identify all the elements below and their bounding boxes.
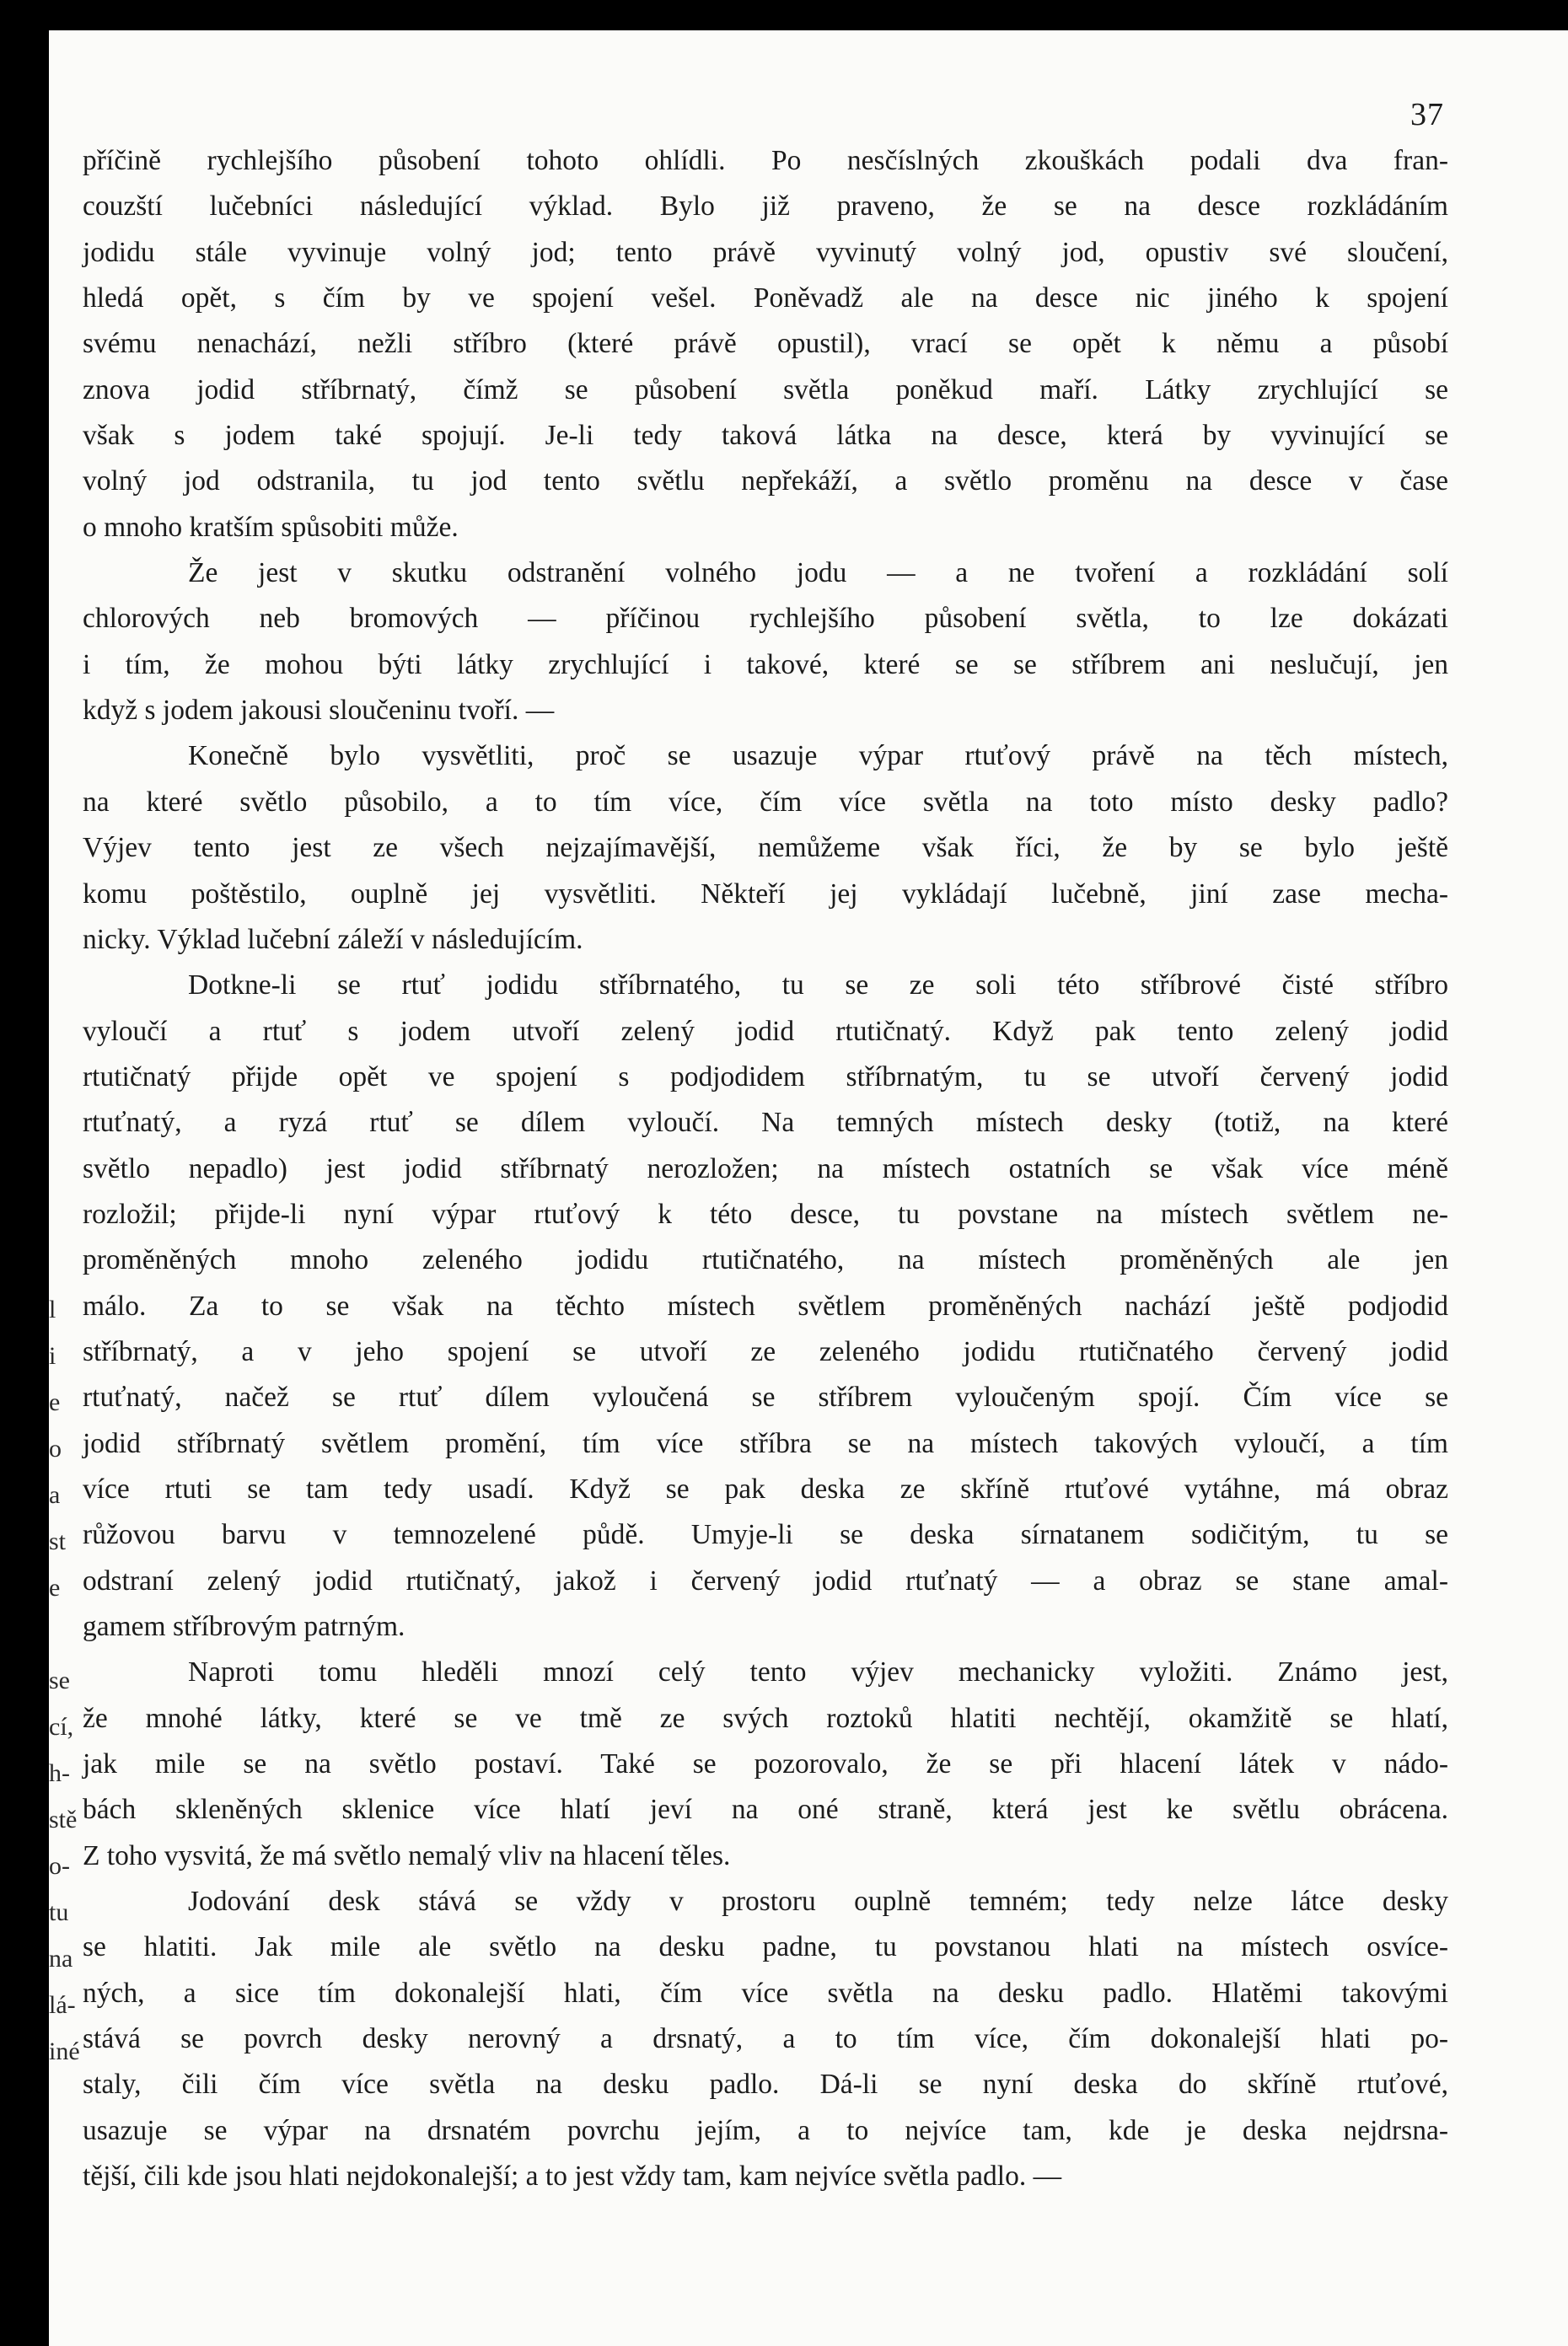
text-line: tější, čili kde jsou hlati nejdokonalejší; a to jest vždy tam, kam nejvíce světla padlo. — bbox=[83, 2161, 1062, 2193]
text-line: ných, a sice tím dokonalejší hlati, čím více světla na desku padlo. Hlatěmi takovými bbox=[83, 1977, 1448, 2009]
text-line: rtutičnatý přijde opět ve spojení s podjodidem stříbrnatým, tu se utvoří červený jodid bbox=[83, 1060, 1448, 1092]
gutter-fragment: a bbox=[49, 1481, 61, 1509]
adjacent-page-gutter bbox=[49, 1286, 96, 2075]
text-line: Konečně bylo vysvětliti, proč se usazuje výpar rtuťový právě na těch místech, bbox=[188, 740, 1448, 772]
text-line: se hlatiti. Jak mile ale světlo na desku padne, tu povstanou hlati na místech osvíce- bbox=[83, 1931, 1448, 1963]
text-line: komu poštěstilo, ouplně jej vysvětliti. Někteří jej vykládají lučebně, jiní zase mecha- bbox=[83, 878, 1448, 910]
body-text bbox=[83, 138, 1448, 2199]
text-line: chlorových neb bromových — příčinou rychlejšího působení světla, to lze dokázati bbox=[83, 603, 1448, 635]
text-line: Jodování desk stává se vždy v prostoru ouplně temném; tedy nelze látce desky bbox=[188, 1886, 1448, 1918]
gutter-fragment: stě bbox=[49, 1806, 78, 1833]
text-line: staly, čili čím více světla na desku padlo. Dá-li se nyní deska do skříně rtuťové, bbox=[83, 2069, 1448, 2101]
paragraph bbox=[83, 1879, 1448, 2199]
text-line: Naproti tomu hleděli mnozí celý tento výjev mechanicky vyložiti. Známo jest, bbox=[188, 1656, 1448, 1688]
text-line: gamem stříbrovým patrným. bbox=[83, 1611, 405, 1642]
paragraph bbox=[83, 1650, 1448, 1879]
text-line: rtuťnatý, načež se rtuť dílem vyloučená se stříbrem vyloučeným spojí. Čím více se bbox=[83, 1382, 1448, 1414]
document-page bbox=[49, 30, 1568, 2346]
text-line: Dotkne-li se rtuť jodidu stříbrnatého, tu se ze soli této stříbrové čisté stříbro bbox=[188, 969, 1448, 1001]
text-line: o mnoho kratším spůsobiti může. bbox=[83, 511, 459, 543]
gutter-fragment: tu bbox=[49, 1898, 69, 1926]
gutter-fragment: o- bbox=[49, 1852, 70, 1880]
text-line: volný jod odstranila, tu jod tento světlu nepřekáží, a světlo proměnu na desce v čase bbox=[83, 465, 1448, 497]
text-line: jodid stříbrnatý světlem promění, tím více stříbra se na místech takových vyloučí, a tím bbox=[83, 1427, 1448, 1459]
paragraph bbox=[83, 733, 1448, 963]
paragraph bbox=[83, 963, 1448, 1650]
gutter-fragment: e bbox=[49, 1388, 61, 1416]
text-line: že mnohé látky, které se ve tmě ze svých roztoků hlatiti nechtějí, okamžitě se hlatí, bbox=[83, 1702, 1448, 1734]
text-line: svému nenachází, nežli stříbro (které právě opustil), vrací se opět k němu a působí bbox=[83, 328, 1448, 360]
gutter-fragment: i bbox=[49, 1342, 56, 1370]
gutter-fragment: l bbox=[49, 1296, 56, 1323]
gutter-fragment: cí, bbox=[49, 1713, 74, 1741]
gutter-fragment: e bbox=[49, 1574, 61, 1602]
gutter-fragment bbox=[49, 1611, 96, 1657]
text-line: Výjev tento jest ze všech nejzajímavější, nemůžeme však říci, že by se bylo ještě bbox=[83, 832, 1448, 864]
text-line: rtuťnatý, a ryzá rtuť se dílem vyloučí. Na temných místech desky (totiž, na které bbox=[83, 1107, 1448, 1139]
text-line: hledá opět, s čím by ve spojení vešel. Poněvadž ale na desce nic jiného k spojení bbox=[83, 282, 1448, 314]
gutter-fragment: st bbox=[49, 1527, 67, 1555]
text-line: stává se povrch desky nerovný a drsnatý, a to tím více, čím dokonalejší hlati po- bbox=[83, 2023, 1448, 2055]
text-line: však s jodem také spojují. Je-li tedy taková látka na desce, která by vyvinující se bbox=[83, 420, 1448, 452]
text-line: rozložil; přijde-li nyní výpar rtuťový k této desce, tu povstane na místech světlem ne- bbox=[83, 1198, 1448, 1230]
text-line: couzští lučebníci následující výklad. Bylo již praveno, že se na desce rozkládáním bbox=[83, 191, 1448, 223]
text-line: usazuje se výpar na drsnatém povrchu jejím, a to nejvíce tam, kde je deska nejdrsna- bbox=[83, 2114, 1448, 2146]
text-line: když s jodem jakousi sloučeninu tvoří. — bbox=[83, 695, 555, 727]
gutter-fragment: iné bbox=[49, 2037, 80, 2065]
text-line: nicky. Výklad lučební záleží v následujícím. bbox=[83, 923, 583, 955]
page-number: 37 bbox=[1410, 97, 1444, 132]
text-line: Že jest v skutku odstranění volného jodu — a ne tvoření a rozkládání solí bbox=[188, 557, 1448, 589]
text-line: Z toho vysvitá, že má světlo nemalý vliv na hlacení těles. bbox=[83, 1839, 731, 1871]
text-line: i tím, že mohou býti látky zrychlující i takové, které se se stříbrem ani neslučují, jen bbox=[83, 648, 1448, 680]
text-line: více rtuti se tam tedy usadí. Když se pak deska ze skříně rtuťové vytáhne, má obraz bbox=[83, 1473, 1448, 1505]
gutter-fragment: o bbox=[49, 1435, 62, 1463]
text-line: znova jodid stříbrnatý, čímž se působení světla poněkud maří. Látky zrychlující se bbox=[83, 373, 1448, 405]
paragraph bbox=[83, 138, 1448, 550]
gutter-fragment: lá- bbox=[49, 1991, 76, 2019]
text-line: světlo nepadlo) jest jodid stříbrnatý nerozložen; na místech ostatních se však více méně bbox=[83, 1152, 1448, 1184]
text-line: odstraní zelený jodid rtutičnatý, jakož i červený jodid rtuťnatý — a obraz se stane amal- bbox=[83, 1565, 1448, 1597]
text-line: proměněných mnoho zeleného jodidu rtutičnatého, na místech proměněných ale jen bbox=[83, 1244, 1448, 1276]
text-line: jodidu stále vyvinuje volný jod; tento právě vyvinutý volný jod, opustiv své sloučení, bbox=[83, 236, 1448, 268]
gutter-fragment: na bbox=[49, 1945, 73, 1973]
text-line: růžovou barvu v temnozelené půdě. Umyje-li se deska sírnatanem sodičitým, tu se bbox=[83, 1519, 1448, 1551]
text-line: málo. Za to se však na těchto místech světlem proměněných nachází ještě podjodid bbox=[83, 1290, 1448, 1322]
text-line: jak mile se na světlo postaví. Také se pozorovalo, že se při hlacení látek v nádo- bbox=[83, 1748, 1448, 1780]
text-line: stříbrnatý, a v jeho spojení se utvoří ze zeleného jodidu rtutičnatého červený jodid bbox=[83, 1335, 1448, 1367]
text-line: vyloučí a rtuť s jodem utvoří zelený jodid rtutičnatý. Když pak tento zelený jodid bbox=[83, 1015, 1448, 1047]
text-line: bách skleněných sklenice více hlatí jeví na oné straně, která jest ke světlu obrácena. bbox=[83, 1794, 1448, 1826]
text-line: na které světlo působilo, a to tím více, čím více světla na toto místo desky padlo? bbox=[83, 786, 1448, 818]
gutter-fragment: se bbox=[49, 1667, 70, 1694]
paragraph bbox=[83, 550, 1448, 733]
text-line: příčině rychlejšího působení tohoto ohlídli. Po nesčíslných zkouškách podali dva fran- bbox=[83, 145, 1448, 176]
gutter-fragment: h- bbox=[49, 1759, 70, 1787]
